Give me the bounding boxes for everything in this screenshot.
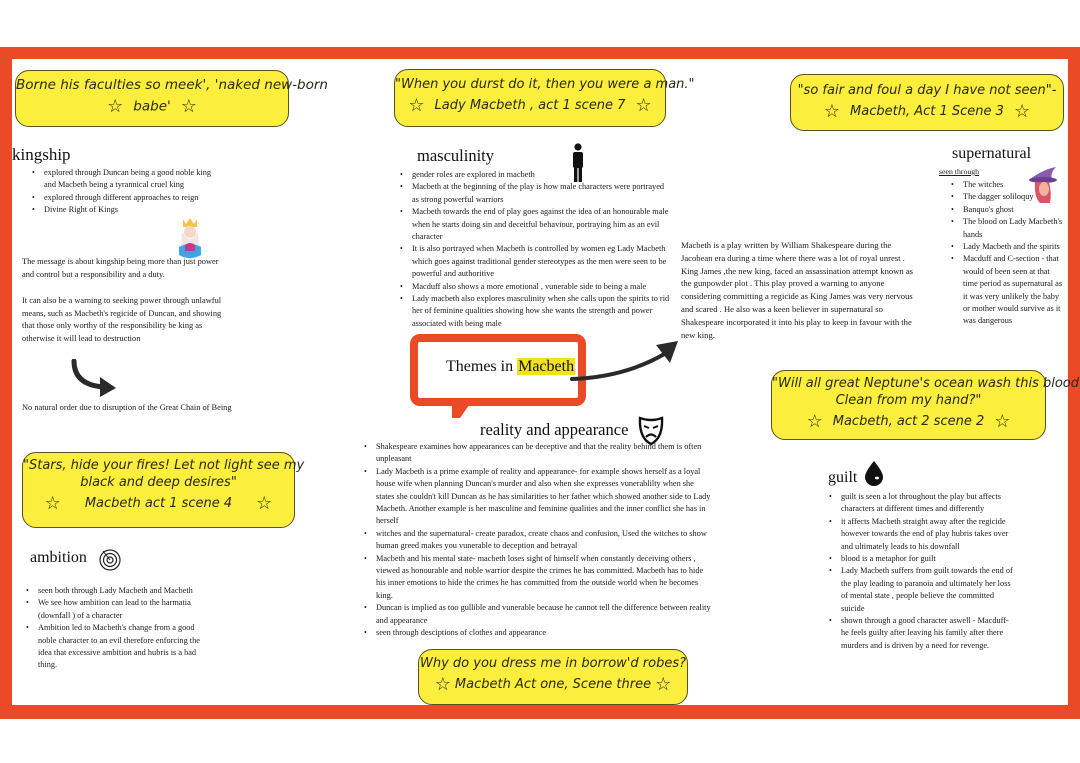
curved-arrow-icon: [70, 359, 120, 399]
guilt-bullets: [827, 491, 1017, 652]
quote-text: "Stars, hide your fires! Let not light see my: [23, 458, 305, 473]
kingship-heading: kingship: [12, 145, 71, 164]
quote-text: Why do you dress me in borrow'd robes?: [420, 656, 686, 671]
speech-bubble-tail: [452, 398, 474, 418]
quote-card-durst: [394, 69, 695, 127]
context-paragraph: Macbeth is a play written by William Shakespeare during the Jacobean era during a time where there was a lot of royal unrest . King James ,the new king, faced an assassination attempt known as the gunpowder plot . This play proved a warning to anyone considering committing a regicide as King James was very nervous and scared . He also was a keen believer in supernatural so Shakespeare incorporated it into his play to keep in favour with the new king.: [681, 240, 913, 340]
list-item: • Lady Macbeth and the spirits: [949, 241, 1064, 253]
masculinity-bullets: [398, 169, 670, 330]
list-item: • The blood on Lady Macbeth's hands: [949, 216, 1064, 241]
title-speech-bubble: [410, 334, 586, 406]
list-item: • Macbeth and his mental state- macbeth loses sight of himself when constantly deceiving others , viewed as honourable and noble warrior despite the crimes he has committed. Macbeth has to hide his inner emotions to hide the crimes he has committed from the outside world when he becomes king.: [362, 553, 712, 603]
star-icon: ☆: [823, 100, 841, 122]
quote-text: "When you durst do it, then you were a man.": [395, 77, 695, 92]
list-item: • seen through desciptions of clothes and appearance: [362, 627, 712, 639]
supernatural-subheading: seen through: [939, 167, 980, 176]
kingship-paragraph-2: It can also be a warning to seeking power through unlawful means, such as Macbeth's regicide of Duncan, and showing that those only worthy of the responsibility be king as otherwise it will lead to destruction: [22, 296, 222, 343]
list-item: • We see how ambition can lead to the harmatia (downfall ) of a character: [24, 597, 214, 622]
masculinity-heading: masculinity: [417, 146, 494, 165]
quote-text: Clean from my hand?": [835, 392, 982, 408]
star-icon: ☆: [44, 492, 61, 514]
kingship-paragraph-1: The message is about kingship being more than just power and control but a responsibility and a duty.: [22, 257, 219, 279]
poster-canvas: [12, 59, 1079, 705]
quote-attribution: Macbeth, act 2 scene 2: [832, 413, 985, 429]
quote-card-fair-foul: [790, 74, 1064, 131]
list-item: • The witches: [949, 179, 1064, 191]
star-icon: ☆: [635, 94, 652, 116]
arrow-to-context-icon: [570, 339, 682, 389]
list-item: • Lady Macbeth is a prime example of reality and appearance- for example shows herself as a loyal house wife when planning Duncan's murder and also when she expresses vunerablilty when she states she couldn't kill Duncan as he has similarities to her father which showed another side to Lady Macbeth. Another example is her masculine and feminine qualities and the inner conflict she has in herself: [362, 466, 712, 528]
quote-card-naked-babe: [15, 70, 328, 127]
star-icon: ☆: [434, 673, 451, 695]
reality-appearance-heading: reality and appearance: [480, 420, 629, 439]
quote-text: Borne his faculties so meek', 'naked new-born: [16, 77, 328, 93]
quote-attribution: Lady Macbeth , act 1 scene 7: [434, 98, 626, 114]
list-item: • it affects Macbeth straight away after the regicide however towards the end of play hubris takes over and ultimately leads to his downfall: [827, 516, 1017, 553]
quote-text: "Will all great Neptune's ocean wash this blood: [772, 376, 1079, 391]
list-item: • blood is a metaphor for guilt: [827, 553, 1017, 565]
ambition-heading: ambition: [30, 549, 87, 566]
list-item: • Duncan is implied as too gullible and vunerable because he cannot tell the difference between reality and appearance: [362, 602, 712, 627]
list-item: • gender roles are explored in macbeth: [398, 169, 670, 181]
quote-text: babe': [133, 98, 171, 115]
list-item: • Macbeth at the beginning of the play is how male characters were portrayed as strong powerful warriors: [398, 181, 670, 206]
list-item: • shown through a good character aswell - Macduff- he feels guilty after leaving his family after there murders and is driven by a need for revenge.: [827, 615, 1017, 652]
supernatural-heading: supernatural: [952, 145, 1032, 162]
kingship-conclusion: No natural order due to disruption of the Great Chain of Being: [22, 403, 232, 412]
quote-card-stars-hide: [22, 452, 305, 528]
star-icon: ☆: [655, 673, 672, 695]
star-icon: ☆: [806, 410, 823, 432]
ambition-bullets: [24, 585, 214, 672]
guilt-heading: guilt: [828, 469, 858, 486]
quote-text: black and deep desires": [80, 474, 237, 490]
list-item: • Macbeth towards the end of play goes against the idea of an honourable male when he starts doing sin and deceitful behaviour, portraying him as an evil character: [398, 206, 670, 243]
quote-attribution: Macbeth act 1 scene 4: [84, 495, 233, 511]
target-icon: [98, 547, 122, 571]
quote-card-borrowed-robes: [418, 649, 688, 705]
star-icon: ☆: [408, 94, 425, 116]
supernatural-bullets: [949, 179, 1064, 328]
quote-attribution: Macbeth, Act 1 Scene 3: [850, 104, 1004, 120]
poster-frame: [0, 47, 1080, 719]
star-icon: ☆: [256, 492, 273, 514]
list-item: • seen both through Lady Macbeth and Macbeth: [24, 585, 214, 597]
quote-text: "so fair and foul a day I have not seen"-: [797, 83, 1057, 98]
star-icon: ☆: [994, 410, 1011, 432]
list-item: • guilt is seen a lot throughout the play but affects characters at different times and differently: [827, 491, 1017, 516]
list-item: • Shakespeare examines how appearances can be deceptive and that the reality behind them is often unpleasant: [362, 441, 712, 466]
list-item: • explored through different approaches to reign: [30, 192, 215, 204]
list-item: • Ambition led to Macbeth's change from a good noble character to an evil therefore enforcing the idea that excessive ambition and hubris is a bad thing.: [24, 622, 214, 672]
reality-appearance-bullets: [362, 441, 712, 640]
star-icon: ☆: [107, 95, 124, 117]
star-icon: ☆: [180, 95, 197, 117]
list-item: • witches and the supernatural- create paradox, create chaos and confusion, Used the witches to show human greed makes you vunerable to deception and betrayal: [362, 528, 712, 553]
king-icon: [177, 217, 203, 259]
list-item: • Lady macbeth also explores masculinity when she calls upon the spirits to rid her of feminine qualities showing how she wants the strength and power associated with being male: [398, 293, 670, 330]
page-title: Themes in Macbeth: [446, 358, 575, 375]
list-item: • It is also portrayed when Macbeth is controlled by women eg Lady Macbeth which goes against traditional gender stereotypes as the men were seen to be powerful and authoritive: [398, 243, 670, 280]
kingship-bullets: [30, 167, 215, 217]
star-icon: ☆: [1013, 100, 1031, 122]
blood-drop-icon: [863, 460, 885, 486]
list-item: • Lady Macbeth suffers from guilt towards the end of the play leading to paranoia and ultimately her loss of mental state , people believe the committed suicide: [827, 565, 1017, 615]
list-item: • Macduff and C-section - that would of been seen at that time period as supernatural as it was very unlikely the baby or mother would survive as it was dangerous: [949, 253, 1064, 327]
quote-attribution: Macbeth Act one, Scene three: [454, 677, 652, 693]
list-item: • Macduff also shows a more emotional , vunerable side to being a male: [398, 281, 670, 293]
list-item: • The dagger soliloquy: [949, 191, 1064, 203]
quote-card-neptune: [771, 370, 1079, 440]
list-item: • Divine Right of Kings: [30, 204, 215, 216]
title-highlight: Macbeth: [518, 358, 575, 375]
list-item: • Banquo's ghost: [949, 204, 1064, 216]
list-item: • explored through Duncan being a good noble king and Macbeth being a tyrannical cruel king: [30, 167, 215, 192]
